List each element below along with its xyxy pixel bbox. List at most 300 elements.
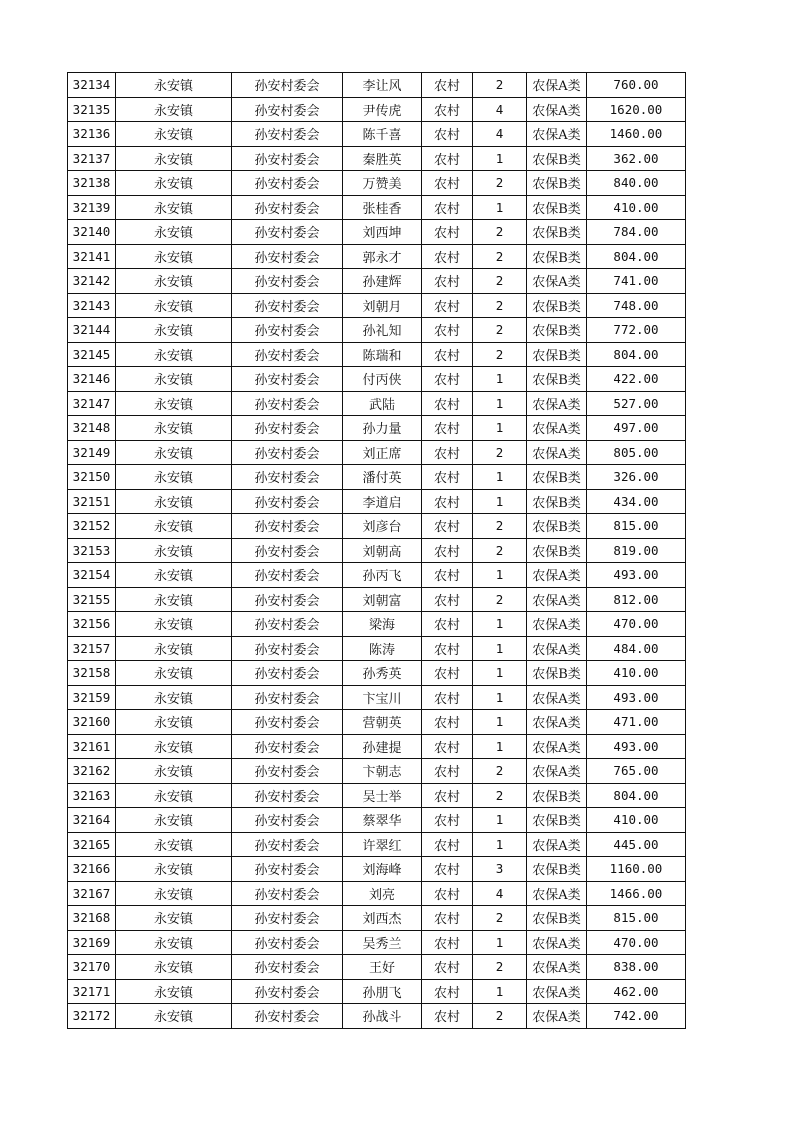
cell-household-type: 农村 <box>422 759 473 784</box>
cell-family-size: 1 <box>473 636 527 661</box>
cell-insurance-category: 农保B类 <box>527 195 587 220</box>
cell-household-type: 农村 <box>422 440 473 465</box>
cell-record-id: 32172 <box>68 1004 116 1029</box>
cell-person-name: 卞宝川 <box>343 685 422 710</box>
cell-amount: 445.00 <box>587 832 686 857</box>
cell-insurance-category: 农保B类 <box>527 857 587 882</box>
cell-amount: 741.00 <box>587 269 686 294</box>
table-row <box>68 122 686 147</box>
cell-village-committee: 孙安村委会 <box>232 587 343 612</box>
cell-family-size: 1 <box>473 979 527 1004</box>
table-row <box>68 342 686 367</box>
cell-person-name: 陈涛 <box>343 636 422 661</box>
cell-person-name: 许翠红 <box>343 832 422 857</box>
cell-insurance-category: 农保B类 <box>527 342 587 367</box>
cell-insurance-category: 农保A类 <box>527 416 587 441</box>
cell-amount: 493.00 <box>587 563 686 588</box>
cell-town: 永安镇 <box>116 587 232 612</box>
cell-family-size: 1 <box>473 661 527 686</box>
cell-village-committee: 孙安村委会 <box>232 808 343 833</box>
cell-town: 永安镇 <box>116 930 232 955</box>
cell-person-name: 吴士举 <box>343 783 422 808</box>
cell-amount: 1620.00 <box>587 97 686 122</box>
table-row <box>68 906 686 931</box>
cell-record-id: 32169 <box>68 930 116 955</box>
cell-family-size: 4 <box>473 97 527 122</box>
cell-village-committee: 孙安村委会 <box>232 955 343 980</box>
cell-town: 永安镇 <box>116 538 232 563</box>
cell-household-type: 农村 <box>422 220 473 245</box>
cell-family-size: 2 <box>473 73 527 98</box>
cell-household-type: 农村 <box>422 734 473 759</box>
cell-record-id: 32170 <box>68 955 116 980</box>
table-row <box>68 563 686 588</box>
cell-amount: 838.00 <box>587 955 686 980</box>
cell-insurance-category: 农保B类 <box>527 906 587 931</box>
cell-household-type: 农村 <box>422 906 473 931</box>
cell-town: 永安镇 <box>116 244 232 269</box>
cell-family-size: 1 <box>473 489 527 514</box>
cell-household-type: 农村 <box>422 783 473 808</box>
cell-village-committee: 孙安村委会 <box>232 73 343 98</box>
cell-record-id: 32171 <box>68 979 116 1004</box>
cell-household-type: 农村 <box>422 881 473 906</box>
cell-household-type: 农村 <box>422 538 473 563</box>
cell-family-size: 3 <box>473 857 527 882</box>
cell-household-type: 农村 <box>422 244 473 269</box>
cell-village-committee: 孙安村委会 <box>232 881 343 906</box>
cell-village-committee: 孙安村委会 <box>232 97 343 122</box>
cell-amount: 804.00 <box>587 783 686 808</box>
cell-insurance-category: 农保A类 <box>527 563 587 588</box>
table-row <box>68 1004 686 1029</box>
cell-person-name: 秦胜英 <box>343 146 422 171</box>
cell-household-type: 农村 <box>422 710 473 735</box>
cell-record-id: 32149 <box>68 440 116 465</box>
cell-village-committee: 孙安村委会 <box>232 979 343 1004</box>
cell-amount: 434.00 <box>587 489 686 514</box>
cell-family-size: 2 <box>473 514 527 539</box>
cell-family-size: 2 <box>473 293 527 318</box>
cell-insurance-category: 农保A类 <box>527 734 587 759</box>
cell-household-type: 农村 <box>422 195 473 220</box>
cell-town: 永安镇 <box>116 1004 232 1029</box>
table-row <box>68 416 686 441</box>
table-row <box>68 955 686 980</box>
cell-record-id: 32157 <box>68 636 116 661</box>
cell-amount: 765.00 <box>587 759 686 784</box>
cell-village-committee: 孙安村委会 <box>232 391 343 416</box>
cell-town: 永安镇 <box>116 318 232 343</box>
cell-record-id: 32142 <box>68 269 116 294</box>
cell-record-id: 32136 <box>68 122 116 147</box>
cell-record-id: 32160 <box>68 710 116 735</box>
cell-amount: 497.00 <box>587 416 686 441</box>
cell-person-name: 刘西杰 <box>343 906 422 931</box>
cell-village-committee: 孙安村委会 <box>232 465 343 490</box>
cell-village-committee: 孙安村委会 <box>232 367 343 392</box>
cell-family-size: 1 <box>473 391 527 416</box>
cell-person-name: 刘朝月 <box>343 293 422 318</box>
cell-village-committee: 孙安村委会 <box>232 759 343 784</box>
cell-village-committee: 孙安村委会 <box>232 269 343 294</box>
cell-town: 永安镇 <box>116 195 232 220</box>
cell-village-committee: 孙安村委会 <box>232 1004 343 1029</box>
cell-insurance-category: 农保B类 <box>527 538 587 563</box>
cell-town: 永安镇 <box>116 73 232 98</box>
cell-insurance-category: 农保A类 <box>527 881 587 906</box>
table-row <box>68 685 686 710</box>
table-row <box>68 759 686 784</box>
table-row <box>68 538 686 563</box>
cell-amount: 410.00 <box>587 195 686 220</box>
cell-record-id: 32166 <box>68 857 116 882</box>
cell-person-name: 刘朝富 <box>343 587 422 612</box>
cell-person-name: 张桂香 <box>343 195 422 220</box>
cell-household-type: 农村 <box>422 685 473 710</box>
cell-town: 永安镇 <box>116 759 232 784</box>
records-table-body <box>68 73 686 1029</box>
cell-family-size: 1 <box>473 832 527 857</box>
cell-insurance-category: 农保A类 <box>527 73 587 98</box>
cell-family-size: 2 <box>473 955 527 980</box>
cell-town: 永安镇 <box>116 685 232 710</box>
cell-village-committee: 孙安村委会 <box>232 122 343 147</box>
cell-person-name: 卞朝志 <box>343 759 422 784</box>
table-row <box>68 612 686 637</box>
cell-household-type: 农村 <box>422 465 473 490</box>
table-row <box>68 465 686 490</box>
table-row <box>68 808 686 833</box>
cell-insurance-category: 农保B类 <box>527 146 587 171</box>
cell-town: 永安镇 <box>116 171 232 196</box>
cell-insurance-category: 农保A类 <box>527 587 587 612</box>
cell-insurance-category: 农保A类 <box>527 710 587 735</box>
cell-record-id: 32148 <box>68 416 116 441</box>
cell-insurance-category: 农保B类 <box>527 465 587 490</box>
cell-town: 永安镇 <box>116 122 232 147</box>
cell-town: 永安镇 <box>116 220 232 245</box>
cell-family-size: 1 <box>473 710 527 735</box>
cell-town: 永安镇 <box>116 808 232 833</box>
cell-amount: 804.00 <box>587 244 686 269</box>
cell-record-id: 32156 <box>68 612 116 637</box>
cell-family-size: 1 <box>473 930 527 955</box>
cell-amount: 805.00 <box>587 440 686 465</box>
cell-household-type: 农村 <box>422 122 473 147</box>
cell-town: 永安镇 <box>116 857 232 882</box>
cell-insurance-category: 农保B类 <box>527 783 587 808</box>
cell-person-name: 蔡翠华 <box>343 808 422 833</box>
cell-town: 永安镇 <box>116 710 232 735</box>
cell-amount: 484.00 <box>587 636 686 661</box>
cell-family-size: 1 <box>473 685 527 710</box>
cell-person-name: 营朝英 <box>343 710 422 735</box>
cell-amount: 815.00 <box>587 906 686 931</box>
cell-household-type: 农村 <box>422 661 473 686</box>
cell-insurance-category: 农保A类 <box>527 979 587 1004</box>
cell-village-committee: 孙安村委会 <box>232 538 343 563</box>
table-row <box>68 318 686 343</box>
cell-village-committee: 孙安村委会 <box>232 661 343 686</box>
cell-village-committee: 孙安村委会 <box>232 244 343 269</box>
cell-insurance-category: 农保A类 <box>527 759 587 784</box>
cell-family-size: 2 <box>473 906 527 931</box>
cell-village-committee: 孙安村委会 <box>232 440 343 465</box>
cell-person-name: 尹传虎 <box>343 97 422 122</box>
cell-person-name: 孙礼知 <box>343 318 422 343</box>
table-row <box>68 783 686 808</box>
cell-household-type: 农村 <box>422 489 473 514</box>
cell-amount: 815.00 <box>587 514 686 539</box>
cell-household-type: 农村 <box>422 293 473 318</box>
cell-record-id: 32154 <box>68 563 116 588</box>
cell-town: 永安镇 <box>116 636 232 661</box>
cell-town: 永安镇 <box>116 881 232 906</box>
cell-amount: 748.00 <box>587 293 686 318</box>
cell-insurance-category: 农保B类 <box>527 514 587 539</box>
cell-record-id: 32134 <box>68 73 116 98</box>
cell-household-type: 农村 <box>422 636 473 661</box>
cell-town: 永安镇 <box>116 489 232 514</box>
cell-town: 永安镇 <box>116 906 232 931</box>
cell-household-type: 农村 <box>422 146 473 171</box>
cell-amount: 812.00 <box>587 587 686 612</box>
cell-household-type: 农村 <box>422 612 473 637</box>
cell-amount: 1160.00 <box>587 857 686 882</box>
cell-person-name: 孙朋飞 <box>343 979 422 1004</box>
cell-household-type: 农村 <box>422 832 473 857</box>
table-row <box>68 195 686 220</box>
cell-person-name: 刘正席 <box>343 440 422 465</box>
table-row <box>68 269 686 294</box>
cell-village-committee: 孙安村委会 <box>232 293 343 318</box>
cell-amount: 760.00 <box>587 73 686 98</box>
table-row <box>68 391 686 416</box>
cell-town: 永安镇 <box>116 342 232 367</box>
cell-record-id: 32165 <box>68 832 116 857</box>
table-row <box>68 146 686 171</box>
cell-town: 永安镇 <box>116 146 232 171</box>
cell-amount: 772.00 <box>587 318 686 343</box>
table-row <box>68 367 686 392</box>
cell-village-committee: 孙安村委会 <box>232 416 343 441</box>
cell-household-type: 农村 <box>422 563 473 588</box>
cell-household-type: 农村 <box>422 318 473 343</box>
cell-person-name: 刘西坤 <box>343 220 422 245</box>
cell-insurance-category: 农保A类 <box>527 440 587 465</box>
cell-insurance-category: 农保A类 <box>527 685 587 710</box>
cell-amount: 784.00 <box>587 220 686 245</box>
cell-amount: 840.00 <box>587 171 686 196</box>
cell-household-type: 农村 <box>422 342 473 367</box>
cell-village-committee: 孙安村委会 <box>232 857 343 882</box>
cell-amount: 819.00 <box>587 538 686 563</box>
cell-insurance-category: 农保A类 <box>527 955 587 980</box>
cell-person-name: 孙力量 <box>343 416 422 441</box>
table-row <box>68 857 686 882</box>
cell-person-name: 刘亮 <box>343 881 422 906</box>
table-row <box>68 734 686 759</box>
table-row <box>68 710 686 735</box>
cell-person-name: 刘海峰 <box>343 857 422 882</box>
cell-insurance-category: 农保A类 <box>527 832 587 857</box>
cell-family-size: 2 <box>473 587 527 612</box>
cell-person-name: 陈瑞和 <box>343 342 422 367</box>
cell-record-id: 32146 <box>68 367 116 392</box>
cell-record-id: 32153 <box>68 538 116 563</box>
cell-family-size: 1 <box>473 367 527 392</box>
cell-record-id: 32155 <box>68 587 116 612</box>
cell-family-size: 2 <box>473 538 527 563</box>
cell-village-committee: 孙安村委会 <box>232 710 343 735</box>
cell-family-size: 2 <box>473 1004 527 1029</box>
cell-record-id: 32141 <box>68 244 116 269</box>
cell-family-size: 1 <box>473 563 527 588</box>
cell-amount: 1466.00 <box>587 881 686 906</box>
cell-record-id: 32139 <box>68 195 116 220</box>
cell-family-size: 1 <box>473 416 527 441</box>
cell-person-name: 梁海 <box>343 612 422 637</box>
cell-household-type: 农村 <box>422 979 473 1004</box>
table-row <box>68 661 686 686</box>
cell-record-id: 32162 <box>68 759 116 784</box>
cell-person-name: 李让风 <box>343 73 422 98</box>
cell-record-id: 32147 <box>68 391 116 416</box>
cell-record-id: 32168 <box>68 906 116 931</box>
cell-town: 永安镇 <box>116 465 232 490</box>
cell-family-size: 4 <box>473 881 527 906</box>
table-row <box>68 636 686 661</box>
cell-household-type: 农村 <box>422 955 473 980</box>
table-row <box>68 514 686 539</box>
cell-household-type: 农村 <box>422 416 473 441</box>
cell-record-id: 32167 <box>68 881 116 906</box>
cell-household-type: 农村 <box>422 269 473 294</box>
table-row <box>68 587 686 612</box>
cell-person-name: 孙秀英 <box>343 661 422 686</box>
cell-town: 永安镇 <box>116 563 232 588</box>
cell-record-id: 32151 <box>68 489 116 514</box>
cell-town: 永安镇 <box>116 979 232 1004</box>
cell-family-size: 2 <box>473 759 527 784</box>
cell-family-size: 2 <box>473 244 527 269</box>
table-row <box>68 440 686 465</box>
table-row <box>68 881 686 906</box>
cell-village-committee: 孙安村委会 <box>232 783 343 808</box>
cell-town: 永安镇 <box>116 612 232 637</box>
cell-amount: 1460.00 <box>587 122 686 147</box>
cell-insurance-category: 农保B类 <box>527 489 587 514</box>
cell-insurance-category: 农保B类 <box>527 808 587 833</box>
cell-person-name: 潘付英 <box>343 465 422 490</box>
cell-amount: 362.00 <box>587 146 686 171</box>
cell-household-type: 农村 <box>422 171 473 196</box>
cell-record-id: 32163 <box>68 783 116 808</box>
cell-town: 永安镇 <box>116 367 232 392</box>
cell-insurance-category: 农保A类 <box>527 930 587 955</box>
cell-village-committee: 孙安村委会 <box>232 146 343 171</box>
table-row <box>68 171 686 196</box>
cell-village-committee: 孙安村委会 <box>232 563 343 588</box>
table-row <box>68 73 686 98</box>
cell-town: 永安镇 <box>116 416 232 441</box>
cell-household-type: 农村 <box>422 391 473 416</box>
cell-person-name: 孙建提 <box>343 734 422 759</box>
cell-person-name: 武陆 <box>343 391 422 416</box>
cell-town: 永安镇 <box>116 734 232 759</box>
cell-record-id: 32135 <box>68 97 116 122</box>
cell-person-name: 刘彦台 <box>343 514 422 539</box>
cell-person-name: 吴秀兰 <box>343 930 422 955</box>
records-table <box>67 72 686 1029</box>
cell-amount: 470.00 <box>587 930 686 955</box>
table-row <box>68 244 686 269</box>
cell-insurance-category: 农保A类 <box>527 122 587 147</box>
cell-record-id: 32138 <box>68 171 116 196</box>
cell-record-id: 32152 <box>68 514 116 539</box>
table-row <box>68 489 686 514</box>
cell-insurance-category: 农保B类 <box>527 661 587 686</box>
table-row <box>68 930 686 955</box>
cell-family-size: 2 <box>473 318 527 343</box>
cell-family-size: 1 <box>473 465 527 490</box>
cell-family-size: 1 <box>473 734 527 759</box>
cell-family-size: 2 <box>473 269 527 294</box>
cell-village-committee: 孙安村委会 <box>232 636 343 661</box>
cell-record-id: 32164 <box>68 808 116 833</box>
cell-household-type: 农村 <box>422 930 473 955</box>
cell-amount: 422.00 <box>587 367 686 392</box>
cell-household-type: 农村 <box>422 367 473 392</box>
cell-amount: 742.00 <box>587 1004 686 1029</box>
cell-insurance-category: 农保B类 <box>527 171 587 196</box>
cell-person-name: 付丙侠 <box>343 367 422 392</box>
cell-record-id: 32144 <box>68 318 116 343</box>
cell-village-committee: 孙安村委会 <box>232 832 343 857</box>
cell-person-name: 郭永才 <box>343 244 422 269</box>
cell-family-size: 2 <box>473 342 527 367</box>
cell-insurance-category: 农保A类 <box>527 612 587 637</box>
cell-insurance-category: 农保A类 <box>527 97 587 122</box>
cell-town: 永安镇 <box>116 783 232 808</box>
cell-record-id: 32158 <box>68 661 116 686</box>
cell-amount: 410.00 <box>587 661 686 686</box>
cell-village-committee: 孙安村委会 <box>232 514 343 539</box>
cell-person-name: 孙丙飞 <box>343 563 422 588</box>
cell-family-size: 2 <box>473 220 527 245</box>
cell-town: 永安镇 <box>116 97 232 122</box>
cell-family-size: 1 <box>473 146 527 171</box>
cell-village-committee: 孙安村委会 <box>232 171 343 196</box>
cell-village-committee: 孙安村委会 <box>232 734 343 759</box>
cell-person-name: 王好 <box>343 955 422 980</box>
cell-amount: 410.00 <box>587 808 686 833</box>
cell-household-type: 农村 <box>422 73 473 98</box>
cell-village-committee: 孙安村委会 <box>232 195 343 220</box>
cell-town: 永安镇 <box>116 514 232 539</box>
cell-record-id: 32161 <box>68 734 116 759</box>
cell-insurance-category: 农保B类 <box>527 318 587 343</box>
cell-person-name: 万赞美 <box>343 171 422 196</box>
cell-record-id: 32140 <box>68 220 116 245</box>
cell-amount: 326.00 <box>587 465 686 490</box>
cell-person-name: 刘朝高 <box>343 538 422 563</box>
table-row <box>68 220 686 245</box>
cell-insurance-category: 农保A类 <box>527 1004 587 1029</box>
cell-village-committee: 孙安村委会 <box>232 318 343 343</box>
cell-family-size: 1 <box>473 195 527 220</box>
